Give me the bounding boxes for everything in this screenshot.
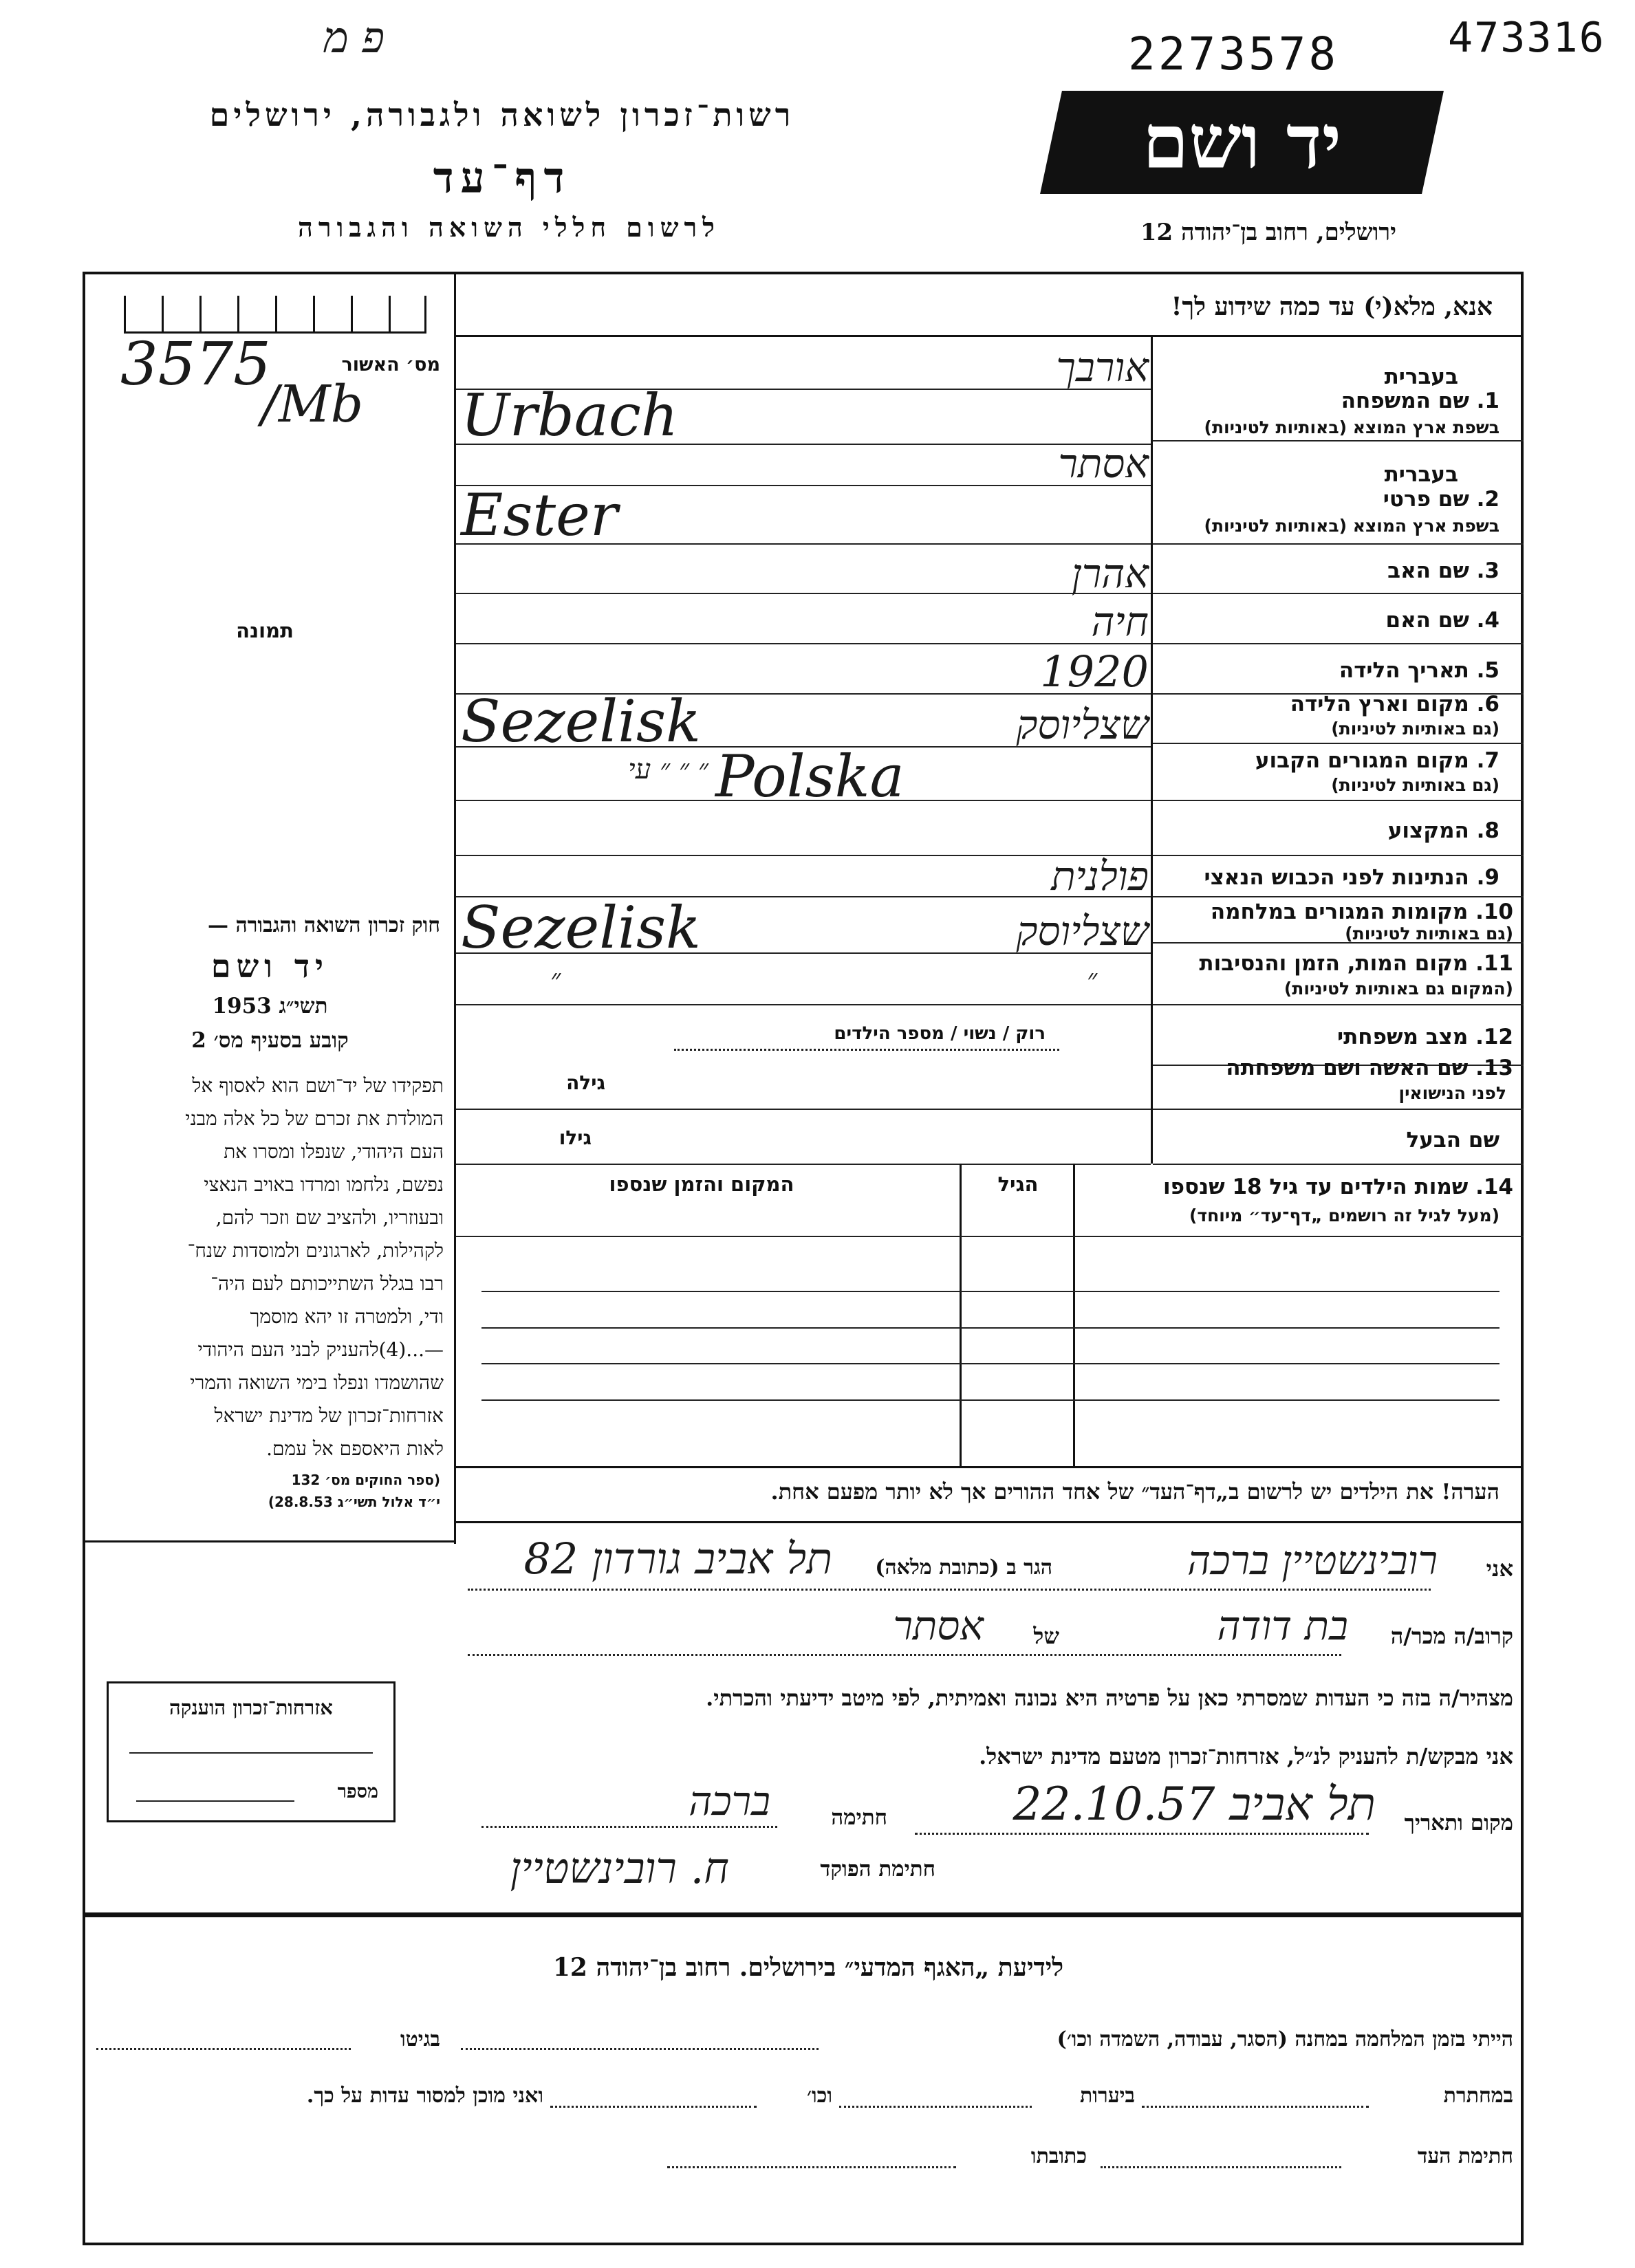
victim-name-ref: אסתר [893, 1602, 984, 1649]
place-date-value: תל אביב 22.10.57 [1013, 1778, 1376, 1831]
citizenship-awarded-box [107, 1681, 396, 1822]
field-4-label [1183, 608, 1499, 633]
form-instruction: אנא, מלא(י) עד כמה שידוע לך! [1171, 292, 1493, 321]
relation-label: קרוב/ה מכר/ה [1390, 1623, 1513, 1649]
permit-comb-box [124, 296, 426, 334]
law-line: אזרחות־זכרון של מדינת ישראל [214, 1404, 444, 1427]
witness-name: רובינשטיין ברכה [1187, 1537, 1438, 1584]
relation-of-label: של [1033, 1623, 1059, 1649]
field-num: 13. [1475, 1056, 1513, 1080]
field-num: 6. [1476, 692, 1499, 717]
value-death-mark-right: ״ [1087, 963, 1098, 995]
forests-label: ביערות [1079, 2084, 1135, 2108]
permit-number: 3575 [120, 330, 271, 399]
corner-mark-top-left: פ מ [323, 12, 385, 63]
field-3-label [1183, 558, 1499, 583]
field-5-label [1183, 658, 1499, 683]
field-label: שם האם [1385, 608, 1469, 633]
signature-label: חתימה [831, 1805, 887, 1830]
relation-value: בת דודה [1217, 1602, 1348, 1649]
field-num: 4. [1476, 608, 1499, 633]
field-11-label [1162, 951, 1513, 976]
field-9-label [1162, 865, 1499, 890]
husband-age-label: גילו [559, 1126, 592, 1149]
form-subtitle: לרשום חללי השואה והגבורה [298, 212, 720, 243]
testimony-request: אני מבקש/ת להעניק לנ״ל, אזרחות־זכרון מטעם מדינת ישראל. [979, 1743, 1513, 1769]
law-body [185, 1069, 444, 1465]
field-label: שם האשה ושם משפחתה [1226, 1056, 1469, 1080]
witness-address-label: כתובתו [1030, 2144, 1087, 2168]
law-box [86, 901, 454, 1540]
law-title: חוק זכרון השואה והגבורה — [208, 913, 440, 937]
value-citizenship: פולנית [1051, 853, 1149, 899]
law-name: יד ושם [210, 948, 329, 985]
value-family-name-latin: Urbach [461, 382, 678, 449]
photo-label: תמונה [236, 619, 294, 642]
law-ref-1: (ספר החוקים מס׳ 132 [291, 1472, 440, 1488]
value-death-mark-left: ״ [550, 963, 561, 995]
testimony-declaration: מצהיר/ה בזה כי העדות שמסרתי כאן על פרטיה היא נכונה ואמיתית, לפי מיטב ידיעתי והכרתי. [706, 1685, 1513, 1711]
field-num: 12. [1475, 1025, 1513, 1049]
value-family-name-he: אורבך [1056, 344, 1149, 391]
field-13-sub: לפני הנישואין [1398, 1083, 1506, 1103]
wife-age-label: גילה [566, 1071, 605, 1094]
value-residence-latin: Polska [715, 743, 905, 810]
law-line: שהושמדו ונפלו בימי השואה והמרי [190, 1371, 444, 1394]
field-num: 11. [1475, 951, 1513, 976]
field-11-sub: (המקום גם באותיות לטיניות) [1284, 979, 1513, 999]
hebrew-label: בעברית [1384, 364, 1458, 389]
scientific-dept-title: לידיעת „האגף המדעי״ בירושלים. רחוב בן־יהודה 12 [552, 1953, 1064, 1982]
law-line: ודי, ולמטרה זו יהא מוסמך [250, 1305, 444, 1328]
field-label: מקום המגורים הקבוע [1255, 748, 1469, 773]
field-1-label [1183, 389, 1499, 413]
field-6-sub: (גם באותיות לטיניות) [1331, 719, 1499, 739]
law-line: נפשם, נלחמו ומרדו באויב הנאצי [204, 1173, 444, 1196]
field-2-label [1183, 487, 1499, 512]
law-line: לאות היאספם אל עמם. [266, 1437, 444, 1460]
value-first-name-he: אסתר [1058, 440, 1149, 487]
field-10-sub: (גם באותיות לטיניות) [1345, 924, 1513, 944]
law-line: רבו בגלל השתייכותם לעם היה־ [210, 1272, 444, 1295]
law-line: ובעוזריו, ולהציב שם וזכר להם, [215, 1206, 444, 1229]
record-number: 2273578 [1128, 28, 1339, 80]
law-line: העם היהודי, שנפלו ומסרו את [224, 1140, 444, 1163]
underground-label: במחתרת [1443, 2084, 1513, 2108]
hebrew-label: בעברית [1384, 462, 1458, 487]
field-label: מקום וארץ הלידה [1290, 692, 1469, 717]
field-1-sub: בשפת ארץ המוצא (באותיות לטיניות) [1204, 417, 1499, 437]
value-birth-date: 1920 [1040, 646, 1149, 697]
field-label: המקצוע [1387, 818, 1469, 843]
field-7-label [1183, 748, 1499, 773]
value-birthplace-latin: Sezelisk [461, 688, 701, 755]
authority-name: רשות־זכרון לשואה ולגבורה, ירושלים [209, 96, 795, 133]
law-line: —...(4)להעניק לבני העם היהודי [197, 1338, 444, 1361]
value-birthplace-he: שצליוסק [1016, 701, 1149, 748]
field-num: 8. [1476, 818, 1499, 843]
children-label [1114, 1175, 1513, 1199]
law-line: המולדת את זכרם של כל אלה מבני [185, 1107, 444, 1130]
permit-label: מס׳ האשור [341, 354, 440, 375]
witness-signature: ברכה [689, 1778, 770, 1824]
field-label: מקומות המגורים במלחמה [1210, 899, 1469, 924]
children-col-age: הגיל [997, 1173, 1039, 1196]
field-num: 10. [1475, 899, 1513, 924]
testimony-willing-label: ואני מוכן למסור עדות על כך. [306, 2084, 543, 2108]
field-label: שם המשפחה [1341, 389, 1469, 413]
citizenship-box-number-label: מספר [337, 1781, 378, 1802]
field-8-label [1183, 818, 1499, 843]
field-label: תאריך הלידה [1339, 658, 1469, 683]
law-line: תפקידו של יד־ושם הוא לאסוף אל [192, 1074, 444, 1097]
logo-text: יד ושם [1142, 99, 1342, 186]
citizenship-box-title: אזרחות־זכרון הוענקה [169, 1696, 333, 1719]
header-address: ירושלים, רחוב בן־יהודה 12 [1140, 219, 1396, 246]
field-num: 3. [1476, 558, 1499, 583]
value-residence-mark: ״ ״ ״ עי [628, 754, 708, 785]
witness-address: תל אביב גורדון 82 [523, 1534, 832, 1584]
field-label: מקום המות, הזמן והנסיבות [1199, 951, 1469, 976]
camp-line-label: הייתי בזמן המלחמה במחנה (הסגר, עבודה, השמדה וכו׳) [1057, 2027, 1513, 2051]
yad-vashem-logo [1040, 91, 1444, 194]
field-10-label [1162, 899, 1513, 924]
field-2-sub: בשפת ארץ המוצא (באותיות לטיניות) [1204, 516, 1499, 536]
field-13-label [1162, 1056, 1513, 1080]
etc-label: וכו׳ [807, 2084, 832, 2108]
field-num: 9. [1476, 865, 1499, 890]
children-sub: (מעל לגיל זה רושמים „דף־עד״ מיוחד) [1189, 1206, 1499, 1225]
form-title: דף־עד [433, 153, 572, 203]
value-wartime-residence-latin: Sezelisk [461, 894, 701, 961]
children-col-place: המקום והזמן שנספו [609, 1173, 794, 1196]
ghetto-label: בגיטו [400, 2027, 440, 2051]
corner-number-top-right: 473316 [1448, 14, 1605, 62]
value-mother-name: חיה [1091, 598, 1149, 645]
permit-mark: /Mb [261, 375, 364, 434]
field-num: 5. [1476, 658, 1499, 683]
field-num: 1. [1476, 389, 1499, 413]
law-ref-2: י״ד אלול תשי״ג 28.8.53) [268, 1494, 440, 1510]
field-label: הנתינות לפני הכבוש הנאצי [1204, 865, 1469, 890]
value-wartime-residence-he: שצליוסק [1016, 908, 1149, 955]
place-date-label: מקום ותאריך [1404, 1811, 1513, 1835]
law-line: לקהילות, לארגונים ולמוסדות שנח־ [187, 1239, 444, 1262]
value-father-name: אהרן [1071, 550, 1149, 597]
field-husband-label: שם הבעל [1406, 1128, 1499, 1153]
testimony-address-label: הגר ב (כתובת מלאה) [875, 1556, 1052, 1580]
law-clause: קובע בסעיף מס׳ 2 [191, 1028, 349, 1053]
field-7-sub: (גם באותיות לטיניות) [1331, 775, 1499, 795]
field-num: 7. [1476, 748, 1499, 773]
field-num: 14. [1475, 1175, 1513, 1199]
field-6-label [1183, 692, 1499, 717]
children-note: הערה! את הילדים יש לרשום ב„דף־העד״ של אחד ההורים אך לא יותר מפעם אחת. [770, 1479, 1499, 1505]
field-label: שם האב [1387, 558, 1469, 583]
law-year: תשי״ג 1953 [212, 994, 328, 1018]
field-12-label [1183, 1025, 1513, 1049]
testimony-ani: אני [1486, 1556, 1513, 1582]
value-first-name-latin: Ester [461, 481, 618, 549]
field-label: מצב משפחתי [1336, 1025, 1469, 1049]
field-label: שם פרטי [1383, 487, 1469, 512]
officer-signature: ח. רובינשטיין [510, 1843, 729, 1893]
field-num: 2. [1476, 487, 1499, 512]
family-status-options: רוק / נשוי / מספר הילדים [834, 1023, 1046, 1044]
witness-signature-label: חתימת העד [1417, 2144, 1513, 2168]
field-label: שמות הילדים עד גיל 18 שנספו [1163, 1175, 1469, 1199]
officer-signature-label: חתימת הפוקד [820, 1857, 935, 1882]
